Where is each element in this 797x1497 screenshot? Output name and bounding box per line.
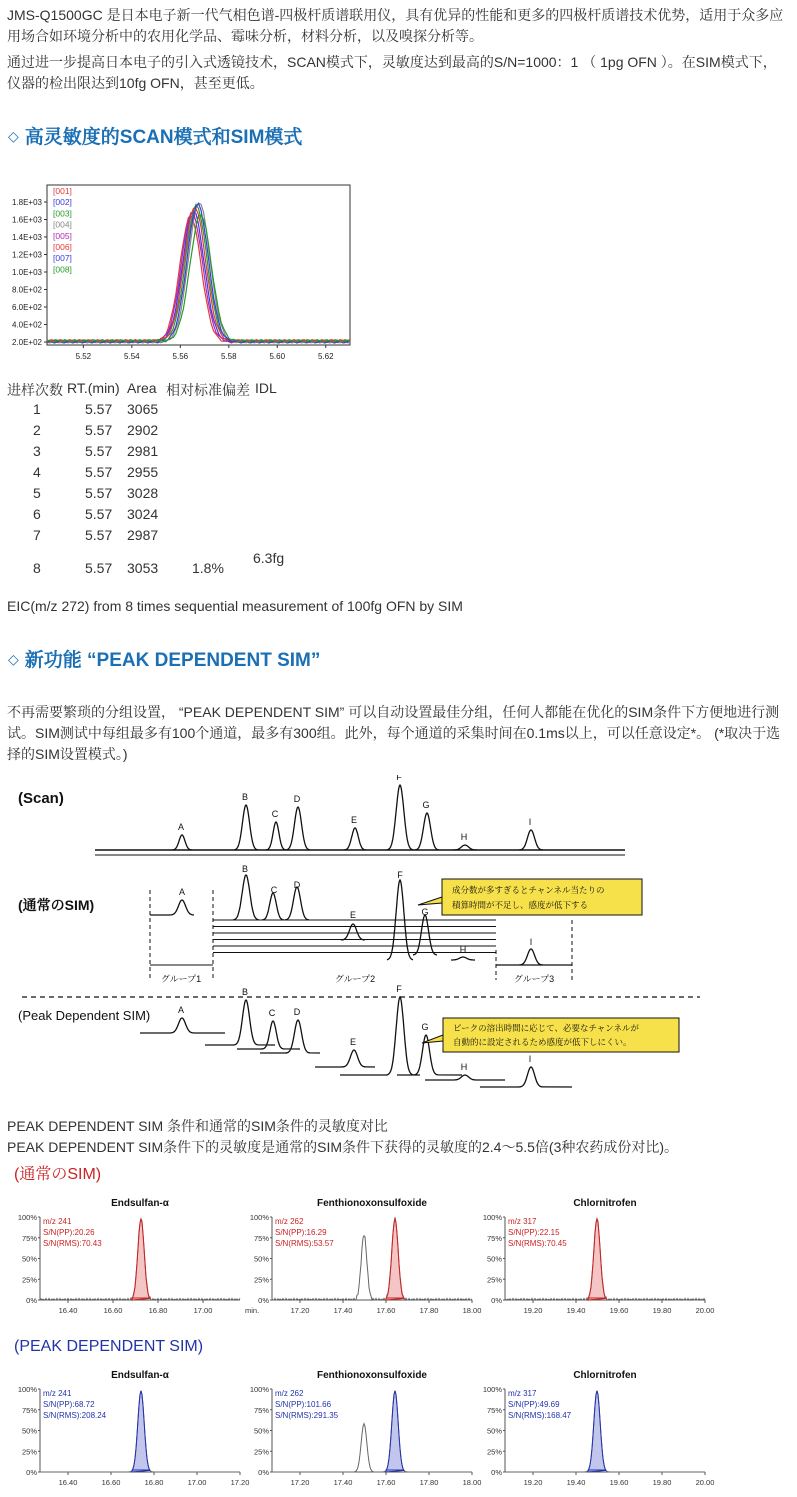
chrom-ytick-label: 100%: [249, 1213, 269, 1222]
peak-label-B: B: [241, 987, 249, 997]
chrom-peak-area: [588, 1219, 606, 1300]
peak-label-F: F: [397, 870, 403, 880]
pds-paragraph: 不再需要繁琐的分组设置， “PEAK DEPENDENT SIM” 可以自动设置最佳分组，任何人都能在优化的SIM条件下方便地进行测试。SIM测试中每组最多有100个通道，最多有300组。此外，每个通道的采集时间在0.1ms以上，可以任意设定*。 (*取决于选择的SIM设置模式。): [7, 704, 781, 762]
peak-label-F: F: [396, 984, 402, 994]
sim-label: (通常のSIM): [18, 897, 95, 913]
chrom-sn-rms: S/N(RMS):291.35: [275, 1411, 339, 1420]
compare-line-1: PEAK DEPENDENT SIM 条件和通常的SIM条件的灵敏度对比: [7, 1118, 388, 1134]
peak-label-B: B: [241, 864, 249, 874]
eic-xtick-label: 5.62: [317, 352, 334, 361]
chrom-ytick-label: 25%: [253, 1447, 269, 1457]
chrom-xtick-label: 17.60: [376, 1306, 396, 1315]
header-idl: IDL: [255, 380, 277, 396]
chrom-xtick-label: 17.80: [419, 1306, 439, 1315]
row-rt: 5.57: [85, 401, 113, 417]
section-heading-text: 新功能 “PEAK DEPENDENT SIM”: [24, 650, 321, 671]
chrom-xtick-label: 16.40: [58, 1478, 78, 1487]
chrom-sn-rms: S/N(RMS):70.45: [508, 1239, 567, 1248]
chrom-ytick-label: 100%: [482, 1213, 502, 1222]
eic-legend-entry: [003]: [53, 208, 72, 219]
peak-label-D: D: [293, 1007, 301, 1017]
chrom-xtick-label: 19.60: [609, 1478, 629, 1487]
chrom-ytick-label: 100%: [17, 1213, 37, 1222]
intro-paragraph-1: JMS-Q1500GC 是日本电子新一代气相色谱-四极杆质谱联用仪，具有优异的性能和更多的四极杆质谱技术优势，适用于众多应用场合如环境分析中的农用化学品、霉味分析，材料分析，以及嗅探分析等。: [7, 7, 784, 44]
peak-label-D: D: [293, 794, 301, 804]
peak-label-A: A: [177, 1005, 185, 1015]
eic-xtick-label: 5.60: [269, 352, 286, 361]
eic-xtick-label: 5.54: [124, 352, 140, 361]
chrom-ytick-label: 25%: [21, 1447, 37, 1457]
row-rt: 5.57: [85, 485, 113, 501]
row-index: 8: [33, 560, 41, 576]
chrom-xtick-label: 17.00: [187, 1478, 207, 1487]
eic-legend-entry: [005]: [53, 230, 72, 241]
chrom-ytick-label: 75%: [21, 1233, 37, 1243]
chrom-xtick-label: 20.00: [695, 1306, 715, 1315]
chrom-mz: m/z 262: [275, 1217, 304, 1226]
chrom-ytick-label: 25%: [486, 1447, 502, 1457]
eic-legend: [53, 186, 72, 274]
chrom-ytick-label: 25%: [21, 1275, 37, 1285]
chrom-xtick-label: 16.80: [148, 1306, 168, 1315]
chromatogram-comparison: [0, 1162, 797, 1497]
chrom-xtick-label: 19.20: [523, 1478, 543, 1487]
row-rt: 5.57: [85, 464, 113, 480]
group1-label: グループ1: [160, 974, 202, 984]
chrom-ytick-label: 50%: [253, 1426, 269, 1436]
header-rt: RT.(min): [67, 380, 120, 396]
chrom-sn-pp: S/N(PP):101.66: [275, 1400, 332, 1409]
header-injection: 进样次数: [7, 382, 63, 398]
peak-label-I: I: [529, 937, 533, 947]
peak-label-H: H: [459, 945, 467, 955]
section-heading-sensitivity: [8, 122, 302, 149]
eic-legend-entry: [001]: [53, 186, 72, 196]
chrom-xtick-label: 17.60: [376, 1478, 396, 1487]
chrom-ytick-label: 25%: [486, 1275, 502, 1285]
chrom-title: Chlornitrofen: [573, 1198, 637, 1209]
eic-legend-entry: [007]: [53, 253, 72, 264]
chrom-peak-area: [132, 1219, 150, 1300]
chrom-xtick-label: 17.40: [333, 1306, 353, 1315]
chrom-set-label: (通常のSIM): [14, 1166, 102, 1183]
eic-ytick-label: 1.0E+03: [11, 268, 42, 277]
chrom-xtick-label: 17.00: [193, 1306, 213, 1315]
chrom-sn-rms: S/N(RMS):70.43: [43, 1239, 102, 1248]
section-heading-text: 高灵敏度的SCAN模式和SIM模式: [24, 127, 303, 148]
peak-label-E: E: [349, 910, 357, 920]
row-rt: 5.57: [85, 443, 113, 459]
row-area: 2902: [127, 422, 159, 438]
chrom-xtick-label: 16.60: [103, 1306, 123, 1315]
chrom-ytick-label: 50%: [486, 1426, 502, 1436]
chrom-mz: m/z 262: [275, 1389, 304, 1398]
chrom-xtick-label: 16.40: [58, 1306, 78, 1315]
peak-label-G: G: [421, 1022, 429, 1032]
sim-trace-group3: [496, 949, 572, 965]
chrom-ytick-label: 75%: [253, 1233, 269, 1243]
eic-ytick-label: 6.0E+02: [11, 303, 42, 312]
row-rt: 5.57: [85, 560, 113, 576]
row-area: 3053: [127, 560, 159, 576]
chrom-ytick-label: 0%: [491, 1468, 502, 1477]
row-index: 4: [33, 464, 41, 480]
eic-xtick-label: 5.52: [75, 352, 92, 361]
chrom-ytick-label: 50%: [253, 1254, 269, 1264]
chrom-ytick-label: 100%: [249, 1385, 269, 1394]
peak-label-C: C: [268, 1008, 276, 1018]
chrom-ytick-label: 50%: [21, 1426, 37, 1436]
row-index: 5: [33, 485, 41, 501]
chrom-set-label: (PEAK DEPENDENT SIM): [14, 1338, 204, 1355]
chrom-sn-rms: S/N(RMS):208.24: [43, 1411, 107, 1420]
chrom-ytick-label: 75%: [21, 1405, 37, 1415]
row-index: 2: [33, 422, 41, 438]
row-area: 2987: [127, 527, 159, 543]
callout-pds-line2: 自動的に設定されるため感度が低下しにくい。: [453, 1037, 632, 1047]
pds-label: (Peak Dependent SIM): [18, 1008, 151, 1023]
diagram-content: [18, 775, 700, 1087]
chrom-peak-area: [386, 1219, 404, 1300]
chrom-xtick-label: 19.40: [566, 1306, 586, 1315]
chrom-title: Endsulfan-α: [111, 1370, 169, 1381]
group2-label: グループ2: [334, 974, 376, 984]
peak-label-B: B: [241, 792, 249, 802]
eic-chart: [5, 180, 355, 370]
sim-comparison-diagram: [0, 775, 797, 1100]
eic-ytick-label: 1.2E+03: [11, 250, 42, 260]
scan-trace: [172, 785, 543, 850]
chrom-title: Fenthionoxonsulfoxide: [317, 1198, 427, 1209]
group3-label: グループ3: [513, 974, 555, 984]
chrom-xtick-label: 17.20: [290, 1306, 310, 1315]
callout-sim-line2: 積算時間が不足し、感度が低下する: [452, 900, 589, 910]
callout-pds-line1: ピークの溶出時間に応じて、必要なチャンネルが: [453, 1023, 639, 1033]
chrom-sn-pp: S/N(PP):20.26: [43, 1228, 95, 1237]
eic-ytick-label: 1.6E+03: [11, 215, 42, 225]
chrom-xtick-label: 19.80: [652, 1478, 672, 1487]
eic-legend-entry: [008]: [53, 264, 72, 275]
chrom-xtick-label: 19.40: [566, 1478, 586, 1487]
diamond-icon: ◇: [8, 651, 19, 667]
chrom-ytick-label: 100%: [17, 1385, 37, 1394]
chrom-peak-area: [588, 1391, 606, 1472]
peak-label-A: A: [177, 822, 185, 832]
chrom-xtick-label: 18.00: [462, 1478, 482, 1487]
chrom-ytick-label: 75%: [486, 1233, 502, 1243]
peak-label-I: I: [528, 1054, 532, 1064]
row-index: 7: [33, 527, 41, 543]
eic-ytick-label: 1.4E+03: [11, 233, 42, 242]
chrom-xtick-label: 18.00: [462, 1306, 482, 1315]
chrom-xtick-label: 19.80: [652, 1306, 672, 1315]
chromatogram-panels: [14, 1165, 714, 1487]
row-rt: 5.57: [85, 422, 113, 438]
eic-ytick-label: 4.0E+02: [11, 320, 42, 330]
eic-ytick-label: 2.0E+02: [11, 338, 42, 347]
row-area: 3065: [127, 401, 159, 417]
chrom-title: Fenthionoxonsulfoxide: [317, 1370, 427, 1381]
chrom-ytick-label: 0%: [491, 1296, 502, 1305]
chrom-mz: m/z 241: [43, 1389, 72, 1398]
peak-label-A: A: [178, 887, 186, 897]
chrom-ytick-label: 0%: [258, 1296, 269, 1305]
chrom-peak-area: [386, 1391, 404, 1472]
rsd-value: 1.8%: [192, 560, 224, 576]
eic-series: [47, 203, 350, 343]
header-rsd: 相对标准偏差: [166, 382, 250, 398]
chrom-xtick-label: 17.80: [419, 1478, 439, 1487]
compare-line-2: PEAK DEPENDENT SIM条件下的灵敏度是通常的SIM条件下获得的灵敏度的2.4～5.5倍(3种农药成份对比)。: [7, 1139, 679, 1155]
sim-trace-group1: [150, 900, 194, 915]
header-area: Area: [127, 380, 157, 396]
chrom-ytick-label: 25%: [253, 1275, 269, 1285]
peak-label-C: C: [270, 885, 278, 895]
chrom-xtick-label: 17.20: [230, 1478, 250, 1487]
peak-label-H: H: [460, 1062, 468, 1072]
peak-label-I: I: [528, 817, 532, 827]
chrom-sn-pp: S/N(PP):16.29: [275, 1228, 327, 1237]
row-rt: 5.57: [85, 527, 113, 543]
chrom-xtick-label: 19.20: [523, 1306, 543, 1315]
callout-pointer: [418, 897, 442, 905]
peak-label-E: E: [350, 815, 358, 825]
eic-legend-entry: [006]: [53, 242, 72, 252]
row-area: 3028: [127, 485, 159, 501]
eic-caption: EIC(m/z 272) from 8 times sequential measurement of 100fg OFN by SIM: [7, 598, 463, 614]
chrom-sn-pp: S/N(PP):68.72: [43, 1400, 95, 1409]
eic-xtick-label: 5.56: [172, 352, 189, 361]
chrom-ytick-label: 50%: [21, 1254, 37, 1264]
chrom-ytick-label: 75%: [253, 1405, 269, 1415]
scan-label: (Scan): [18, 790, 64, 807]
chrom-unit: min.: [245, 1306, 260, 1315]
chrom-xtick-label: 16.80: [144, 1478, 164, 1487]
chrom-title: Chlornitrofen: [573, 1370, 637, 1381]
idl-value: 6.3fg: [253, 550, 285, 566]
chrom-xtick-label: 20.00: [695, 1478, 715, 1487]
peak-label-D: D: [293, 880, 301, 890]
callout-sim-line1: 成分数が多すぎるとチャンネル当たりの: [452, 885, 605, 895]
chrom-sn-rms: S/N(RMS):168.47: [508, 1411, 572, 1420]
row-index: 1: [33, 401, 41, 417]
chrom-sn-pp: S/N(PP):22.15: [508, 1228, 560, 1237]
eic-series-line: [47, 213, 350, 343]
chrom-xtick-label: 19.60: [609, 1306, 629, 1315]
chrom-xtick-label: 17.40: [333, 1478, 353, 1487]
peak-label-F: F: [396, 775, 402, 782]
chrom-peak-area: [132, 1391, 150, 1472]
eic-series-line: [47, 212, 350, 343]
intro-paragraph-2: 通过进一步提高日本电子的引入式透镜技术，SCAN模式下，灵敏度达到最高的S/N=1000：1 （ 1pg OFN ）。在SIM模式下，仪器的检出限达到10fg OFN，甚至更低。: [7, 54, 777, 91]
chrom-mz: m/z 241: [43, 1217, 72, 1226]
eic-legend-entry: [004]: [53, 219, 72, 230]
section-heading-pds: [8, 645, 320, 672]
eic-ytick-label: 1.8E+03: [11, 198, 42, 207]
chrom-xtick-label: 16.60: [101, 1478, 121, 1487]
chrom-mz: m/z 317: [508, 1389, 537, 1398]
chrom-ytick-label: 0%: [258, 1468, 269, 1477]
chrom-ytick-label: 75%: [486, 1405, 502, 1415]
chrom-ytick-label: 100%: [482, 1385, 502, 1394]
peak-label-G: G: [421, 907, 429, 917]
chrom-ytick-label: 0%: [26, 1468, 37, 1477]
peak-label-E: E: [349, 1037, 357, 1047]
row-index: 3: [33, 443, 41, 459]
row-rt: 5.57: [85, 506, 113, 522]
chrom-ytick-label: 0%: [26, 1296, 37, 1305]
eic-legend-entry: [002]: [53, 197, 72, 208]
peak-label-G: G: [422, 800, 430, 810]
chrom-sn-rms: S/N(RMS):53.57: [275, 1239, 334, 1248]
row-index: 6: [33, 506, 41, 522]
chrom-title: Endsulfan-α: [111, 1198, 169, 1209]
peak-label-H: H: [460, 832, 468, 842]
chrom-mz: m/z 317: [508, 1217, 537, 1226]
eic-xtick-label: 5.58: [221, 352, 237, 361]
row-area: 3024: [127, 506, 159, 522]
peak-label-C: C: [271, 809, 279, 819]
eic-ytick-label: 8.0E+02: [11, 285, 42, 295]
diamond-icon: ◇: [8, 128, 19, 144]
row-area: 2955: [127, 464, 159, 480]
chrom-xtick-label: 17.20: [290, 1478, 310, 1487]
chrom-sn-pp: S/N(PP):49.69: [508, 1400, 560, 1409]
row-area: 2981: [127, 443, 159, 459]
chrom-ytick-label: 50%: [486, 1254, 502, 1264]
